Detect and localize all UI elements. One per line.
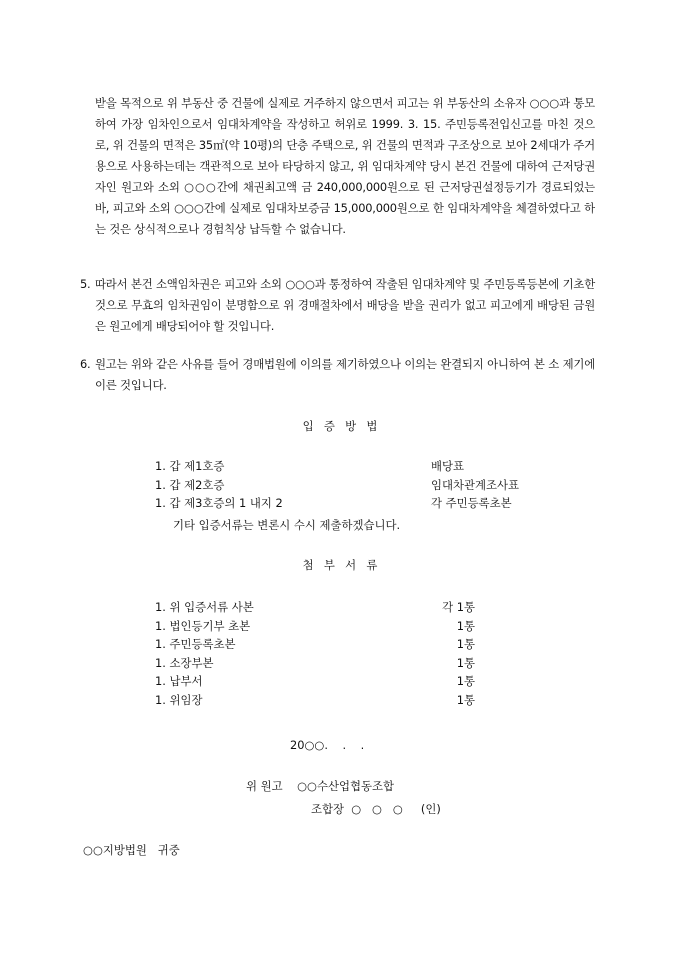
attachment-count: 1통 xyxy=(456,655,475,670)
court-addressee: ○○지방법원 귀중 xyxy=(83,843,180,857)
paragraph-5-number: 5. xyxy=(80,277,91,291)
attachments-heading: 첨부서류 xyxy=(302,558,388,572)
paragraph-6-number: 6. xyxy=(80,357,91,371)
evidence-description: 각 주민등록초본 xyxy=(431,496,512,510)
continued-paragraph: 받을 목적으로 위 부동산 중 건물에 실제로 거주하지 않으면서 피고는 위 부동산의 소유자 ○○○과 통모하여 가장 임차인으로서 임대차계약을 작성하고 허위로 1999. 3. 15. 주민등록전입신고를 마친 것으로, 위 건물의 면적은 35㎡(약 10평)의 단층 주택으로, 위 건물의 면적과 구조상으로 보아 2세대가 주거용으로 사용하는데는 객관적으로 보아 타당하지 않고, 위 임대차계약 당시 본건 건물에 대하여 근저당권자인 원고와 소외 ○○○간에 채권최고액 금 240,000,000원으로 된 근저당권설정등기가 경료되었는 바, 피고와 소외 ○○○간에 실제로 임대차보증금 15,000,000원으로 한 임대차계약을 체결하였다고 하는 것은 상식적으로나 경험칙상 납득할 수 없습니다. xyxy=(95,96,595,236)
attachment-label: 1. 주민등록초본 xyxy=(155,637,236,651)
evidence-label: 1. 갑 제2호증 xyxy=(155,477,225,492)
attachment-count: 1통 xyxy=(456,618,475,633)
attachment-item xyxy=(155,598,485,617)
attachment-count: 1통 xyxy=(456,637,475,651)
evidence-label: 1. 갑 제3호증의 1 내지 2 xyxy=(155,496,283,510)
attachment-count: 각 1통 xyxy=(442,600,475,614)
attachment-label: 1. 소장부본 xyxy=(155,655,214,670)
attachment-label: 1. 위임장 xyxy=(155,692,203,707)
attachment-label: 1. 법인등기부 초본 xyxy=(155,618,251,633)
attachment-label: 1. 위 입증서류 사본 xyxy=(155,600,254,614)
evidence-heading: 입증방법 xyxy=(302,419,388,433)
paragraph-5-text: 따라서 본건 소액임차권은 피고와 소외 ○○○과 통정하여 작출된 임대차계약 및 주민등록등본에 기초한 것으로 무효의 임차권임이 분명함으로 위 경매절차에서 배당을 받을 권리가 없고 피고에게 배당된 금원은 원고에게 배당되어야 할 것입니다. xyxy=(95,277,595,333)
paragraph-5 xyxy=(80,274,595,337)
evidence-description: 임대차관계조사표 xyxy=(431,477,520,492)
paragraph-6-text: 원고는 위와 같은 사유를 들어 경매법원에 이의를 제기하였으나 이의는 완결되지 아니하여 본 소 제기에 이른 것입니다. xyxy=(95,357,595,392)
plaintiff-line: 위 원고 ○○수산업협동조합 xyxy=(246,779,395,793)
representative-signature: 조합장 ○ ○ ○ (인) xyxy=(311,802,441,816)
evidence-label: 1. 갑 제1호증 xyxy=(155,459,225,473)
evidence-item xyxy=(155,476,520,495)
attachment-count: 1통 xyxy=(456,674,475,688)
evidence-description: 배당표 xyxy=(431,459,465,473)
attachment-count: 1통 xyxy=(456,692,475,707)
attachment-label: 1. 납부서 xyxy=(155,674,203,688)
attachments-list xyxy=(155,598,485,709)
paragraph-6 xyxy=(80,354,595,396)
attachment-item xyxy=(155,672,485,691)
evidence-note: 기타 입증서류는 변론시 수시 제출하겠습니다. xyxy=(173,518,401,532)
evidence-item xyxy=(155,494,512,513)
attachment-item xyxy=(155,654,485,673)
filing-date: 20○○. . . xyxy=(290,738,365,752)
evidence-list xyxy=(155,457,520,513)
evidence-item xyxy=(155,457,485,476)
attachment-item xyxy=(155,635,485,654)
attachment-item xyxy=(155,691,485,710)
attachment-item xyxy=(155,617,485,636)
